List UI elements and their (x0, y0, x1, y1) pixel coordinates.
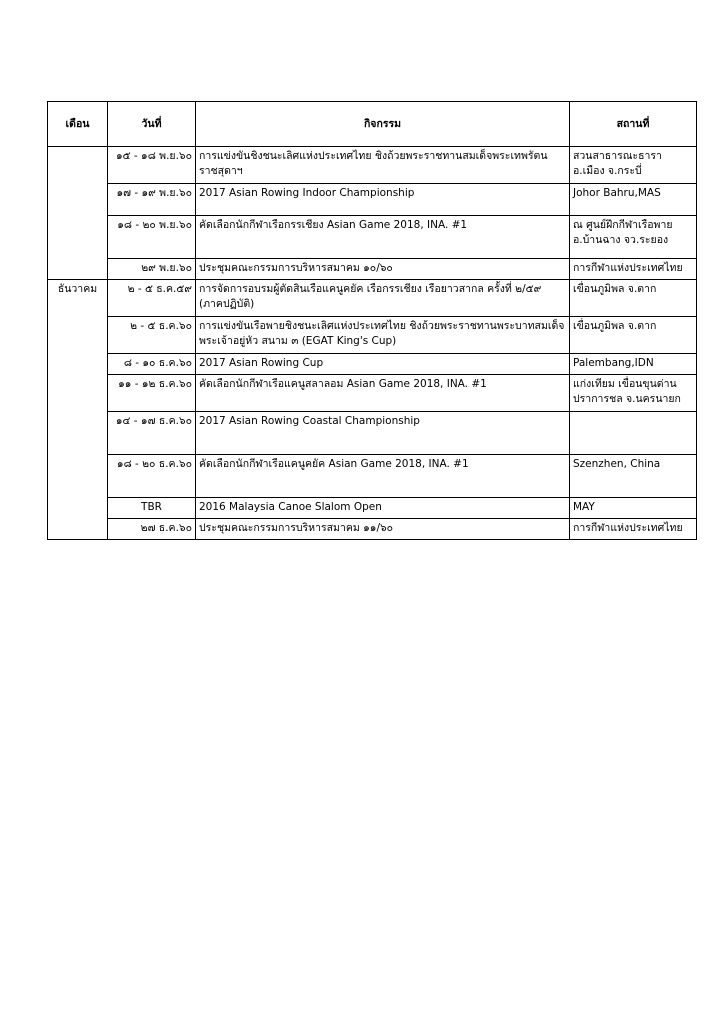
place-cell: เขื่อนภูมิพล จ.ตาก (570, 317, 697, 354)
table-row (48, 280, 697, 317)
activity-cell: ประชุมคณะกรรมการบริหารสมาคม ๑๑/๖๐ (196, 519, 570, 540)
date-cell: ๑๘ - ๒๐ ธ.ค.๖๐ (108, 455, 196, 498)
place-cell (570, 412, 697, 455)
header-place: สถานที่ (570, 102, 697, 147)
date-cell: ๑๗ - ๑๙ พ.ย.๖๐ (108, 184, 196, 216)
table-row (48, 259, 697, 280)
header-date: วันที่ (108, 102, 196, 147)
table-row (48, 375, 697, 412)
table-row (48, 147, 697, 184)
activity-cell: 2017 Asian Rowing Indoor Championship (196, 184, 570, 216)
date-cell: ๑๕ - ๑๘ พ.ย.๖๐ (108, 147, 196, 184)
place-cell: สวนสาธารณะธารา อ.เมือง จ.กระบี่ (570, 147, 697, 184)
month-cell-december: ธันวาคม (48, 280, 108, 540)
activity-cell: คัดเลือกนักกีฬาเรือกรรเชียง Asian Game 2018, INA. #1 (196, 216, 570, 259)
place-cell: การกีฬาแห่งประเทศไทย (570, 519, 697, 540)
table-row (48, 184, 697, 216)
date-cell: ๒๗ ธ.ค.๖๐ (108, 519, 196, 540)
activity-cell: การจัดการอบรมผู้ตัดสินเรือแคนูคยัค เรือกรรเชียง เรือยาวสากล ครั้งที่ ๒/๕๙ (ภาคปฏิบัติ) (196, 280, 570, 317)
table-row (48, 412, 697, 455)
activity-cell: การแข่งขันเรือพายชิงชนะเลิศแห่งประเทศไทย ชิงถ้วยพระราชทานพระบาทสมเด็จพระเจ้าอยู่หัว สนาม ๓ (EGAT King's Cup) (196, 317, 570, 354)
place-cell: เขื่อนภูมิพล จ.ตาก (570, 280, 697, 317)
table-row (48, 216, 697, 259)
place-cell: MAY (570, 498, 697, 519)
month-cell-november (48, 147, 108, 280)
place-cell: Szenzhen, China (570, 455, 697, 498)
header-row (48, 102, 697, 147)
activity-cell: 2017 Asian Rowing Cup (196, 354, 570, 375)
activity-cell: คัดเลือกนักกีฬาเรือแคนูคยัค Asian Game 2018, INA. #1 (196, 455, 570, 498)
date-cell: ๑๑ - ๑๒ ธ.ค.๖๐ (108, 375, 196, 412)
date-cell: ๒๙ พ.ย.๖๐ (108, 259, 196, 280)
date-cell: ๑๘ - ๒๐ พ.ย.๖๐ (108, 216, 196, 259)
activity-cell: 2016 Malaysia Canoe Slalom Open (196, 498, 570, 519)
table-row (48, 519, 697, 540)
schedule-table (47, 101, 697, 540)
place-cell: การกีฬาแห่งประเทศไทย (570, 259, 697, 280)
date-cell: TBR (108, 498, 196, 519)
date-cell: ๒ - ๕ ธ.ค.๖๐ (108, 317, 196, 354)
activity-cell: คัดเลือกนักกีฬาเรือแคนูสลาลอม Asian Game 2018, INA. #1 (196, 375, 570, 412)
activity-cell: การแข่งขันชิงชนะเลิศแห่งประเทศไทย ชิงถ้วยพระราชทานสมเด็จพระเทพรัตนราชสุดาฯ (196, 147, 570, 184)
place-cell: Johor Bahru,MAS (570, 184, 697, 216)
table-row (48, 317, 697, 354)
activity-cell: ประชุมคณะกรรมการบริหารสมาคม ๑๐/๖๐ (196, 259, 570, 280)
table-row (48, 455, 697, 498)
header-month: เดือน (48, 102, 108, 147)
date-cell: ๒ - ๕ ธ.ค.๕๙ (108, 280, 196, 317)
date-cell: ๘ - ๑๐ ธ.ค.๖๐ (108, 354, 196, 375)
header-activity: กิจกรรม (196, 102, 570, 147)
activity-cell: 2017 Asian Rowing Coastal Championship (196, 412, 570, 455)
date-cell: ๑๔ - ๑๗ ธ.ค.๖๐ (108, 412, 196, 455)
place-cell: ณ ศูนย์ฝึกกีฬาเรือพาย อ.บ้านฉาง จว.ระยอง (570, 216, 697, 259)
place-cell: Palembang,IDN (570, 354, 697, 375)
table-row (48, 354, 697, 375)
table-row (48, 498, 697, 519)
place-cell: แก่งเทียม เขื่อนขุนด่านปราการชล จ.นครนายก (570, 375, 697, 412)
